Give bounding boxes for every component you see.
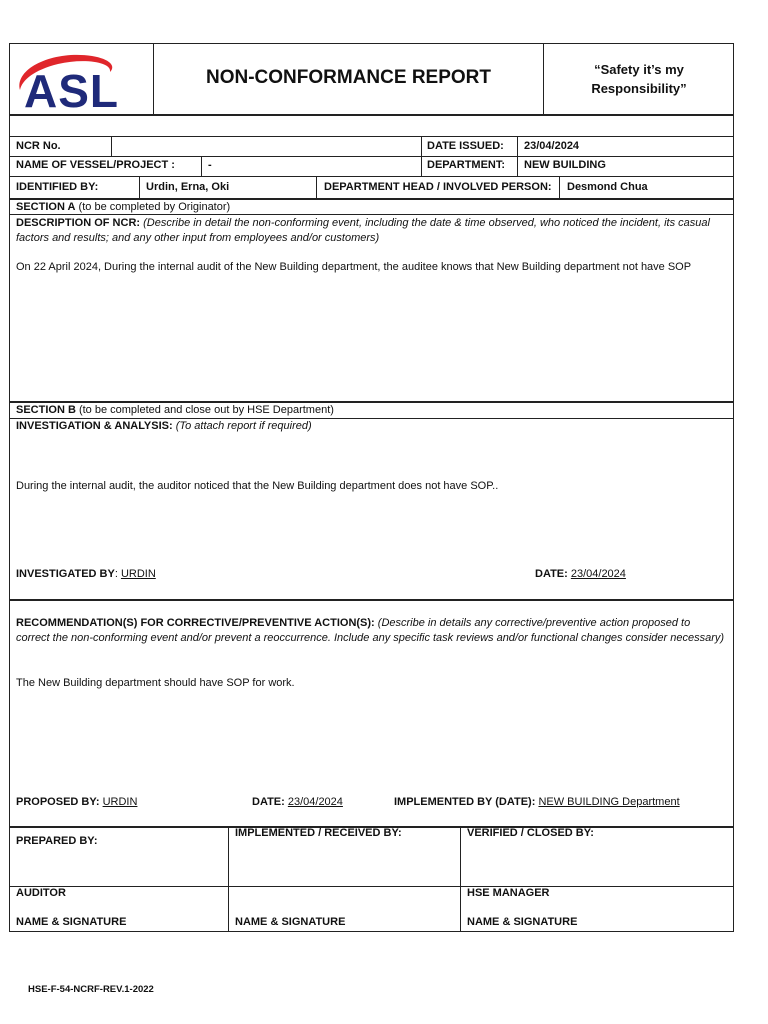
- department-value: NEW BUILDING: [524, 159, 606, 171]
- auditor-label: AUDITOR: [16, 887, 66, 899]
- description-of-ncr: [16, 216, 726, 246]
- section-a-note: (to be completed by Originator): [75, 201, 231, 213]
- proposed-date-label: DATE:: [252, 796, 285, 808]
- identified-by-value: Urdin, Erna, Oki: [146, 181, 230, 193]
- implemented-by: [394, 795, 680, 809]
- section-a-heading: [16, 200, 230, 214]
- safety-slogan: [544, 60, 734, 98]
- verified-closed-label: VERIFIED / CLOSED BY:: [467, 827, 594, 839]
- department-label: DEPARTMENT:: [427, 159, 506, 171]
- section-b-label: SECTION B: [16, 404, 76, 416]
- investigated-by-label: INVESTIGATED BY: [16, 568, 115, 580]
- dept-head-value: Desmond Chua: [567, 181, 648, 193]
- identified-by-label: IDENTIFIED BY:: [16, 181, 99, 193]
- recommendation-label: RECOMMENDATION(S) FOR CORRECTIVE/PREVENTIVE ACTION(S):: [16, 617, 375, 629]
- implemented-received-label: IMPLEMENTED / RECEIVED BY:: [235, 827, 402, 839]
- name-signature-3: NAME & SIGNATURE: [467, 916, 578, 928]
- proposed-by-value: URDIN: [102, 796, 138, 808]
- investigation-hint: (To attach report if required): [172, 420, 312, 432]
- prepared-by-label: PREPARED BY:: [16, 835, 98, 847]
- investigation-date-label: DATE:: [535, 568, 568, 580]
- name-signature-1: NAME & SIGNATURE: [16, 916, 127, 928]
- vessel-project-label: NAME OF VESSEL/PROJECT :: [16, 159, 175, 171]
- slogan-line-2: Responsibility”: [591, 81, 687, 96]
- recommendation-text: The New Building department should have SOP for work.: [16, 677, 295, 689]
- investigated-by-sep: :: [114, 568, 121, 580]
- svg-text:ASL: ASL: [24, 65, 119, 110]
- section-b-heading: [16, 403, 334, 417]
- proposed-by-label: PROPOSED BY:: [16, 796, 100, 808]
- investigation-label: INVESTIGATION & ANALYSIS:: [16, 420, 173, 432]
- company-logo: [14, 48, 130, 110]
- proposed-date: [252, 795, 343, 809]
- description-text: On 22 April 2024, During the internal audit of the New Building department, the auditee knows that New Building department not have SOP: [16, 261, 692, 273]
- date-issued-label: DATE ISSUED:: [427, 140, 504, 152]
- page-title: NON-CONFORMANCE REPORT: [206, 67, 491, 88]
- form-code: HSE-F-54-NCRF-REV.1-2022: [28, 984, 154, 995]
- dept-head-label: DEPARTMENT HEAD / INVOLVED PERSON:: [324, 181, 552, 193]
- implemented-by-label: IMPLEMENTED BY (DATE):: [394, 796, 536, 808]
- investigated-by: [16, 567, 156, 581]
- slogan-line-1: “Safety it’s my: [594, 62, 684, 77]
- investigation-heading: [16, 419, 312, 433]
- section-a-label: SECTION A: [16, 201, 76, 213]
- section-b-note: (to be completed and close out by HSE Department): [75, 404, 334, 416]
- recommendation-heading: [16, 616, 726, 646]
- investigation-text: During the internal audit, the auditor noticed that the New Building department does not have SOP..: [16, 480, 499, 492]
- investigation-date-value: 23/04/2024: [570, 568, 626, 580]
- investigated-by-value: URDIN: [120, 568, 156, 580]
- name-signature-2: NAME & SIGNATURE: [235, 916, 346, 928]
- proposed-date-value: 23/04/2024: [287, 796, 343, 808]
- proposed-by: [16, 795, 137, 809]
- investigation-date: [535, 567, 626, 581]
- description-label: DESCRIPTION OF NCR:: [16, 217, 141, 229]
- hse-manager-label: HSE MANAGER: [467, 887, 550, 899]
- ncr-no-label: NCR No.: [16, 140, 61, 152]
- description-hint: (Describe in detail the non-conforming event, including the date & time observed, who noticed the incident, its casual factors and results; and any other input from employees and/or customers): [16, 217, 710, 244]
- vessel-project-value: -: [208, 159, 212, 171]
- recommendation-hint: (Describe in details any corrective/preventive action proposed to correct the non-conforming event and/or prevent a reoccurrence. Include any specific task reviews and/or functional changes consider necessary): [16, 617, 725, 644]
- date-issued-value: 23/04/2024: [524, 140, 580, 152]
- implemented-by-value: NEW BUILDING Department: [538, 796, 680, 808]
